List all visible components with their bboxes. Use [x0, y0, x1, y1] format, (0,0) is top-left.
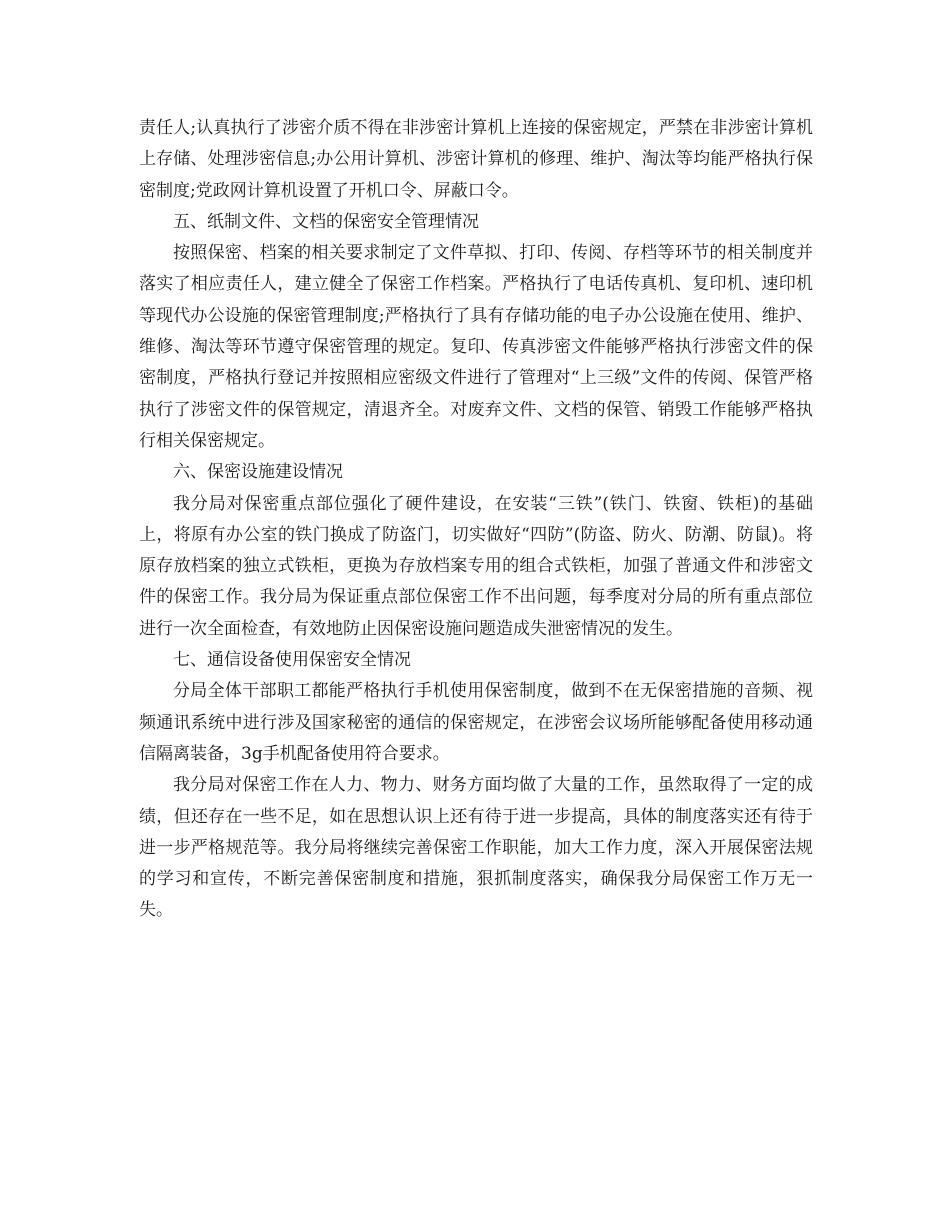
section-heading-5: 五、纸制文件、文档的保密安全管理情况 — [173, 211, 479, 232]
section-heading-6: 六、保密设施建设情况 — [173, 462, 343, 483]
paragraph-paper-documents: 按照保密、档案的相关要求制定了文件草拟、打印、传阅、存档等环节的相关制度并落实了相应责任人，建立健全了保密工作档案。严格执行了电话传真机、复印机、速印机等现代办公设施的保密管理制度;严格执行了具有存储功能的电子办公设施在使用、维护、维修、淘汰等环节遵守保密管理的规定。复印、传真涉密文件能够严格执行涉密文件的保密制度，严格执行登记并按照相应密级文件进行了管理对“上三级”文件的传阅、保管严格执行了涉密文件的保管规定，清退齐全。对废弃文件、文档的保管、销毁工作能够严格执行相关保密规定。 — [139, 243, 813, 451]
section-heading-7: 七、通信设备使用保密安全情况 — [173, 650, 411, 671]
paragraph-continuation: 责任人;认真执行了涉密介质不得在非涉密计算机上连接的保密规定，严禁在非涉密计算机上存储、处理涉密信息;办公用计算机、涉密计算机的修理、维护、淘汰等均能严格执行保密制度;党政网计算机设置了开机口令、屏蔽口令。 — [139, 118, 813, 201]
paragraph-conclusion: 我分局对保密工作在人力、物力、财务方面均做了大量的工作，虽然取得了一定的成绩，但还存在一些不足，如在思想认识上还有待于进一步提高，具体的制度落实还有待于进一步严格规范等。我分局将继续完善保密工作职能，加大工作力度，深入开展保密法规的学习和宣传，不断完善保密制度和措施，狠抓制度落实，确保我分局保密工作万无一失。 — [139, 775, 813, 921]
paragraph-communications: 分局全体干部职工都能严格执行手机使用保密制度，做到不在无保密措施的音频、视频通讯系统中进行涉及国家秘密的通信的保密规定，在涉密会议场所能够配备使用移动通信隔离装备，3g手机配备使用符合要求。 — [139, 681, 813, 764]
document-body — [139, 113, 813, 927]
paragraph-facilities: 我分局对保密重点部位强化了硬件建设，在安装“三铁”(铁门、铁窗、铁柜)的基础上，将原有办公室的铁门换成了防盗门，切实做好“四防”(防盗、防火、防潮、防鼠)。将原存放档案的独立式铁柜，更换为存放档案专用的组合式铁柜，加强了普通文件和涉密文件的保密工作。我分局为保证重点部位保密工作不出问题，每季度对分局的所有重点部位进行一次全面检查，有效地防止因保密设施问题造成失泄密情况的发生。 — [139, 493, 813, 639]
